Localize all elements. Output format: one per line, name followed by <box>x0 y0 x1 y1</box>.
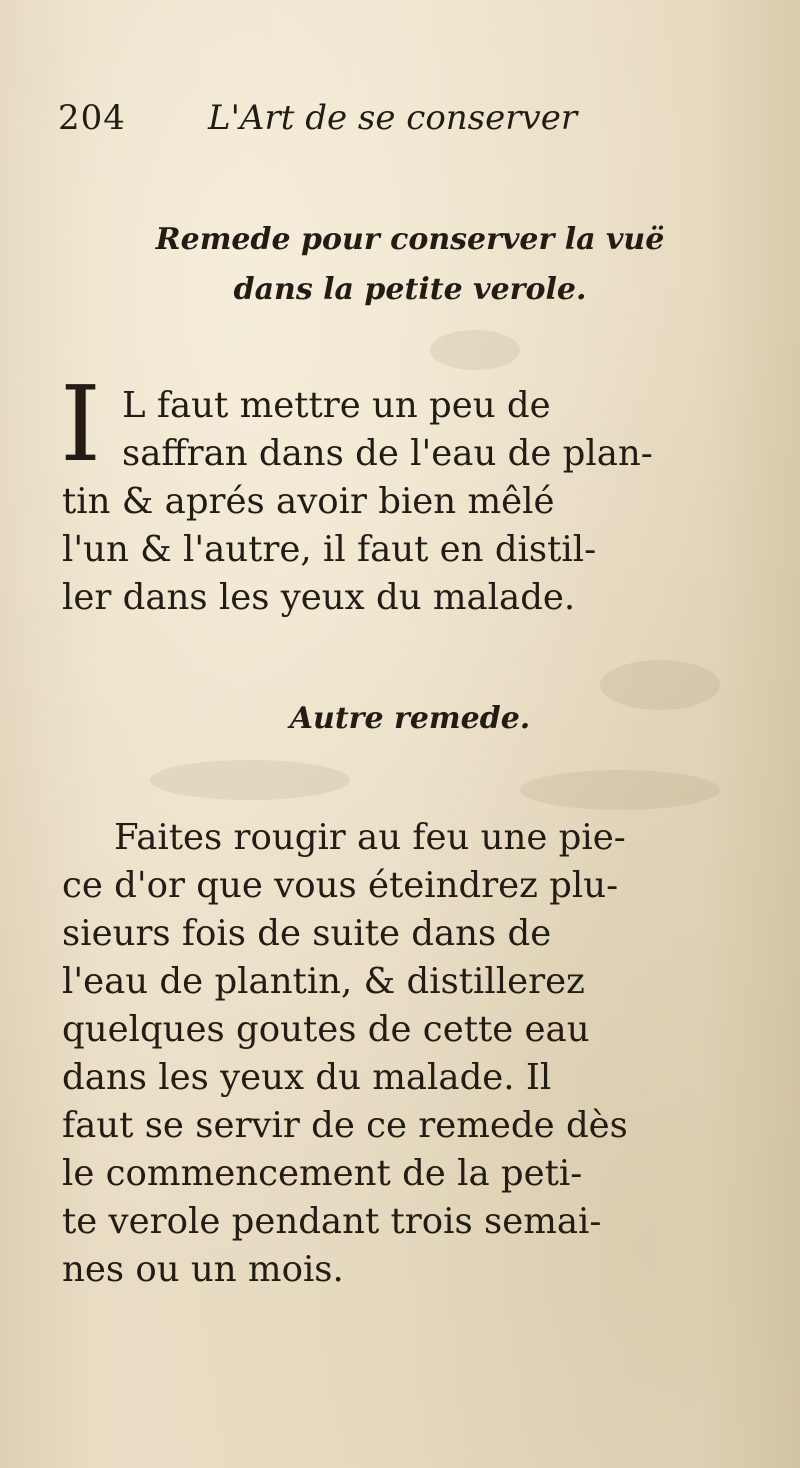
text-line: dans les yeux du malade. Il <box>62 1057 552 1098</box>
paragraph <box>62 814 722 1294</box>
text-line: te verole pendant trois semai- <box>62 1201 602 1242</box>
text-line: faut se servir de ce remede dès <box>62 1105 628 1146</box>
paper-stain <box>520 770 720 810</box>
page-header <box>58 98 758 148</box>
section-title <box>60 694 760 744</box>
text-line: nes ou un mois. <box>62 1249 344 1290</box>
paper-stain <box>430 330 520 370</box>
text-line: sieurs fois de suite dans de <box>62 913 552 954</box>
text-line: l'un & l'autre, il faut en distil- <box>62 529 597 570</box>
paper-stain <box>150 760 350 800</box>
section-title-line: Remede pour conserver la vuë <box>155 222 665 257</box>
text-line: Faites rougir au feu une pie- <box>114 817 626 858</box>
section-title-line: dans la petite verole. <box>233 272 587 307</box>
text-line: le commencement de la peti- <box>62 1153 583 1194</box>
text-line: ler dans les yeux du malade. <box>62 577 576 618</box>
section-title <box>60 215 760 315</box>
page-number: 204 <box>58 98 126 138</box>
text-line: tin & aprés avoir bien mêlé <box>62 481 555 522</box>
paragraph <box>62 382 722 622</box>
running-title: L'Art de se conserver <box>208 98 578 138</box>
text-line: quelques goutes de cette eau <box>62 1009 590 1050</box>
text-line: ce d'or que vous éteindrez plu- <box>62 865 619 906</box>
drop-cap: I <box>60 363 102 485</box>
text-line: L faut mettre un peu de <box>122 385 551 426</box>
section-title-line: Autre remede. <box>289 701 531 736</box>
text-line: l'eau de plantin, & distillerez <box>62 961 585 1002</box>
text-line: saffran dans de l'eau de plan- <box>122 433 653 474</box>
